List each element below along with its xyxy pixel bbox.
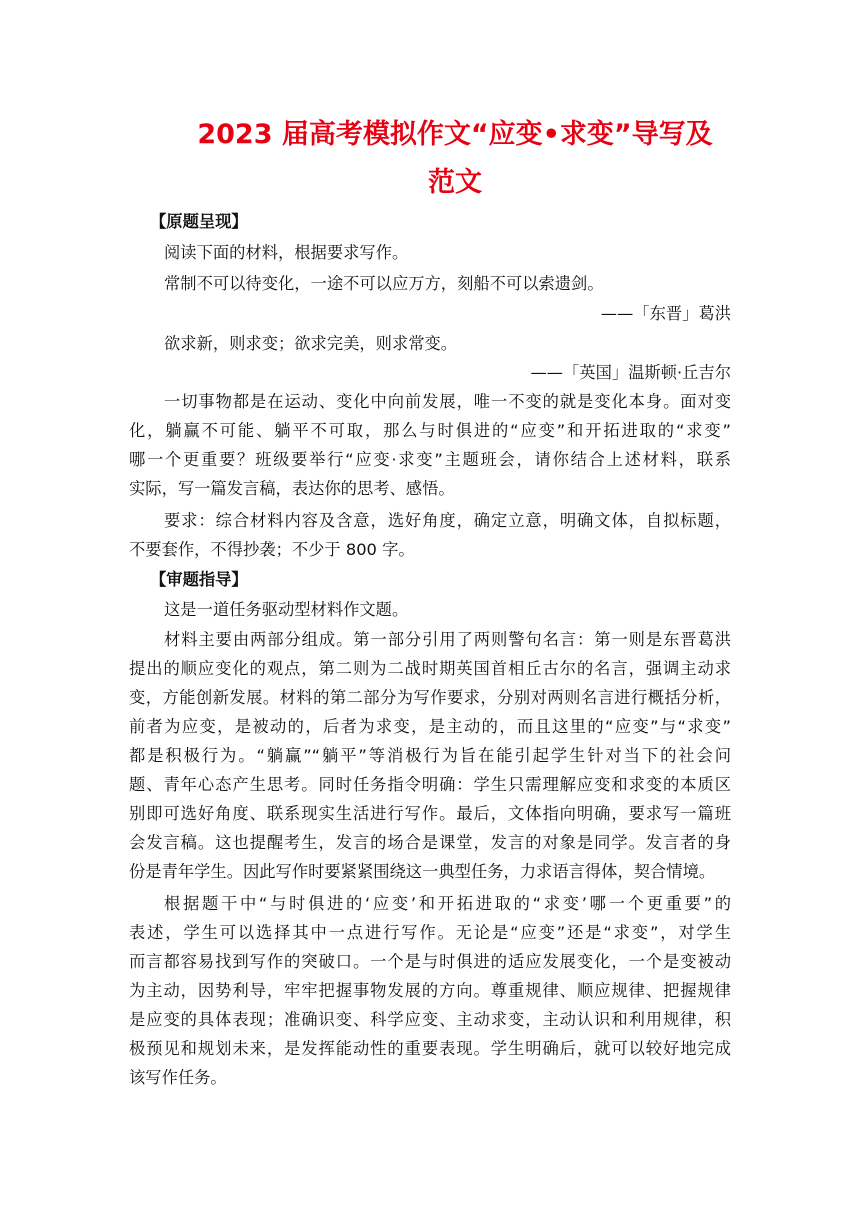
quote-source-churchill: ——「英国」温斯顿·丘吉尔 — [530, 363, 731, 382]
guidance-paragraph-line: 材料主要由两部分组成。第一部分引用了两则警句名言：第一则是东晋葛洪 — [164, 630, 731, 649]
guidance-paragraph-line: 表述，学生可以选择其中一点进行写作。无论是“应变”还是“求变”，对学生 — [129, 923, 731, 942]
quote-source-ge-hong: ——「东晋」葛洪 — [600, 304, 731, 323]
prompt-paragraph-line: 实际，写一篇发言稿，表达你的思考、感悟。 — [129, 479, 455, 498]
prompt-paragraph-line: 哪一个更重要？班级要举行“应变·求变”主题班会，请你结合上述材料，联系 — [129, 450, 731, 469]
guidance-paragraph-line: 会发言稿。这也提醒考生，发言的场合是课堂，发言的对象是同学。发言者的身 — [129, 833, 731, 852]
guidance-paragraph-line: 极预见和规划未来，是发挥能动性的重要表现。学生明确后，就可以较好地完成 — [129, 1039, 731, 1058]
guidance-paragraph-line: 别即可选好角度、联系现实生活进行写作。最后，文体指向明确，要求写一篇班 — [129, 804, 731, 823]
section-heading-guidance: 【审题指导】 — [150, 570, 248, 589]
guidance-paragraph-line: 份是青年学生。因此写作时要紧紧围绕这一典型任务，力求语言得体，契合情境。 — [129, 862, 716, 881]
section-heading-original-prompt: 【原题呈现】 — [150, 212, 248, 231]
requirements-line: 要求：综合材料内容及含意，选好角度，确定立意，明确文体，自拟标题， — [164, 511, 731, 530]
guidance-paragraph-line: 为主动，因势利导，牢牢把握事物发展的方向。尊重规律、顺应规律、把握规律 — [129, 981, 731, 1000]
guidance-paragraph-line: 都是积极行为。“躺赢”“躺平”等消极行为旨在能引起学生针对当下的社会问 — [129, 746, 731, 765]
quote-churchill: 欲求新，则求变；欲求完美，则求常变。 — [164, 334, 458, 353]
guidance-paragraph-line: 提出的顺应变化的观点，第二则为二战时期英国首相丘古尔的名言，强调主动求 — [129, 659, 731, 678]
guidance-paragraph-line: 前者为应变，是被动的，后者为求变，是主动的，而且这里的“应变”与“求变” — [129, 717, 731, 736]
prompt-paragraph-line: 化，躺赢不可能、躺平不可取，那么与时俱进的“应变”和开拓进取的“求变” — [129, 421, 731, 440]
guidance-intro: 这是一道任务驱动型材料作文题。 — [164, 600, 409, 619]
prompt-instruction: 阅读下面的材料，根据要求写作。 — [164, 243, 409, 262]
guidance-paragraph-line: 根据题干中“与时俱进的‘应变’和开拓进取的“求变’哪一个更重要”的 — [164, 894, 731, 913]
requirements-line: 不要套作，不得抄袭；不少于 800 字。 — [129, 540, 415, 559]
guidance-paragraph-line: 变，方能创新发展。材料的第二部分为写作要求，分别对两则名言进行概括分析， — [129, 688, 731, 707]
quote-ge-hong: 常制不可以待变化，一途不可以应万方，刻船不可以索遗剑。 — [164, 274, 604, 293]
document-title-line-1: 2023 届高考模拟作文“应变•求变”导写及 — [197, 119, 713, 150]
guidance-paragraph-line: 题、青年心态产生思考。同时任务指令明确：学生只需理解应变和求变的本质区 — [129, 775, 731, 794]
document-title-line-2: 范文 — [428, 167, 482, 198]
prompt-paragraph-line: 一切事物都是在运动、变化中向前发展，唯一不变的就是变化本身。面对变 — [164, 392, 731, 411]
guidance-paragraph-line: 该写作任务。 — [129, 1068, 227, 1087]
guidance-paragraph-line: 而言都容易找到写作的突破口。一个是与时俱进的适应发展变化，一个是变被动 — [129, 952, 731, 971]
guidance-paragraph-line: 是应变的具体表现；准确识变、科学应变、主动求变，主动认识和利用规律，积 — [129, 1010, 731, 1029]
